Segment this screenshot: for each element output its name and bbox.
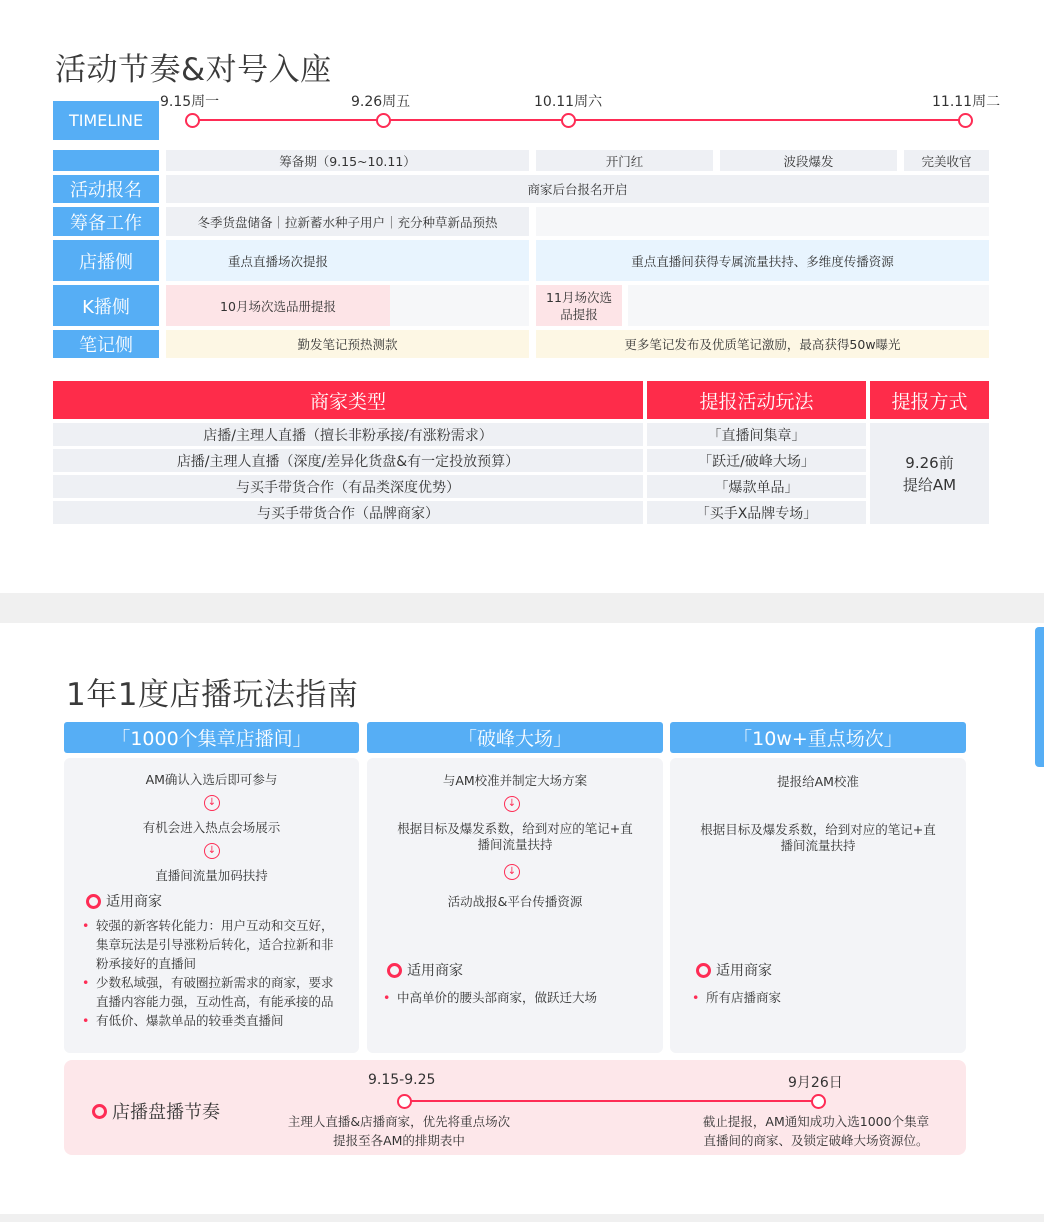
card1-step-1: AM确认入选后即可参与 [145,772,278,787]
card-header-key-sessions: 「10w+重点场次」 [670,722,966,753]
timeline-label: TIMELINE [53,101,159,140]
card1-suit-label: 适用商家 [106,894,162,910]
row-label-notes: 笔记侧 [53,330,159,358]
rhythm-title [92,1098,220,1124]
card3-step-2: 根据目标及爆发系数，给到对应的笔记+直播间流量扶持 [700,822,936,853]
row-label-prep: 筹备工作 [53,207,159,236]
card1-step-2: 有机会进入热点会场展示 [142,820,281,835]
card-header-stamp: 「1000个集章店播间」 [64,722,359,753]
row-k-live-cell2: 11月场次选品提报 [536,285,622,326]
section1-title: 活动节奏&对号入座 [55,52,332,88]
row-label-k-live: K播侧 [53,285,159,326]
timeline-date-2: 9.26周五 [351,94,411,110]
card2-bullets [381,988,649,1007]
phase-label-blank [53,150,159,171]
card3-bullets [690,988,952,1007]
card1-bullet-3: • 有低价、爆款单品的较垂类直播间 [80,1011,342,1030]
card1-step-3: 直播间流量加码扶持 [155,868,268,883]
timeline-date-3: 10.11周六 [534,94,603,110]
rhythm-right-text-2: 直播间的商家、及锁定破峰大场资源位。 [703,1133,929,1148]
card2-bullet-1: • 中高单价的腰头部商家，做跃迁大场 [381,988,649,1007]
card-peak [367,758,663,1053]
section-separator [0,593,1044,623]
ring-icon [696,963,711,978]
timeline-dot-2 [376,113,391,128]
rhythm-right-text [686,1112,946,1150]
row-notes-cell1: 勤发笔记预热测款 [166,330,529,358]
table-row-3-play: 「爆款单品」 [647,475,866,498]
table-header-merchant-type: 商家类型 [53,381,643,419]
card2-step-3: 活动战报&平台传播资源 [447,894,583,909]
ring-icon [92,1104,107,1119]
table-row-1-play: 「直播间集章」 [647,423,866,446]
phase-kickoff: 开门红 [536,150,713,171]
method-line-1: 9.26前 [905,453,954,472]
arrow-down-circle-icon: ↓ [504,864,520,880]
table-header-method: 提报方式 [870,381,989,419]
rhythm-panel [64,1060,966,1155]
card1-bullet-2: • 少数私域强，有破圈拉新需求的商家，要求直播内容能力强，互动性高，有能承接的品 [80,973,342,1011]
section2-title: 1年1度店播玩法指南 [66,677,359,713]
card-stamp [64,758,359,1053]
table-row-4-type: 与买手带货合作（品牌商家） [53,501,643,524]
rhythm-left-text-2: 提报至各AM的排期表中 [333,1133,465,1148]
table-row-3-type: 与买手带货合作（有品类深度优势） [53,475,643,498]
card-header-peak: 「破峰大场」 [367,722,663,753]
ring-icon [387,963,402,978]
timeline-dot-4 [958,113,973,128]
card3-bullet-1: • 所有店播商家 [690,988,952,1007]
card1-bullets [80,916,342,1030]
rhythm-left-text-1: 主理人直播&店播商家，优先将重点场次 [287,1114,511,1129]
table-header-play: 提报活动玩法 [647,381,866,419]
ring-icon [86,894,101,909]
table-row-2-play: 「跃迁/破峰大场」 [647,449,866,472]
timeline-date-4: 11.11周二 [932,94,1001,110]
row-prep-cell: 冬季货盘储备｜拉新蓄水种子用户｜充分种草新品预热 [166,207,529,236]
card2-suit-label: 适用商家 [407,963,463,979]
card2-step-1: 与AM校准并制定大场方案 [442,773,588,788]
timeline-line [192,119,966,121]
row-prep-empty [536,207,989,236]
phase-prep: 筹备期（9.15~10.11） [166,150,529,171]
method-line-2: 提给AM [902,475,957,494]
card-key-sessions [670,758,966,1053]
rhythm-label: 店播盘播节奏 [112,1102,220,1123]
scroll-handle[interactable] [1035,627,1044,767]
row-k-live-cell1: 10月场次选品册提报 [166,285,390,326]
card2-step-2: 根据目标及爆发系数，给到对应的笔记+直播间流量扶持 [397,821,633,852]
phase-finale: 完美收官 [904,150,989,171]
card1-suit [86,891,162,911]
timeline-dot-3 [561,113,576,128]
arrow-down-circle-icon: ↓ [504,796,520,812]
card3-suit-label: 适用商家 [716,963,772,979]
phase-burst: 波段爆发 [720,150,897,171]
arrow-down-circle-icon: ↓ [204,795,220,811]
table-row-1-type: 店播/主理人直播（擅长非粉承接/有涨粉需求） [53,423,643,446]
table-row-4-play: 「买手X品牌专场」 [647,501,866,524]
rhythm-right-date: 9月26日 [788,1075,843,1091]
rhythm-left-date: 9.15-9.25 [368,1072,436,1088]
row-signup-cell: 商家后台报名开启 [166,175,989,203]
rhythm-dot-right [811,1094,826,1109]
row-label-store-live: 店播侧 [53,240,159,281]
card1-bullet-1: • 较强的新客转化能力：用户互动和交互好，集章玩法是引导涨粉后转化，适合拉新和非粉承接好的直播间 [80,916,342,973]
card2-suit [387,960,463,980]
rhythm-left-text [274,1112,524,1150]
table-row-2-type: 店播/主理人直播（深度/差异化货盘&有一定投放预算） [53,449,643,472]
card3-step-1: 提报给AM校准 [777,774,859,789]
rhythm-dot-left [397,1094,412,1109]
row-label-signup: 活动报名 [53,175,159,203]
timeline-date-1: 9.15周一 [160,94,220,110]
row-notes-cell2: 更多笔记发布及优质笔记激励，最高获得50w曝光 [536,330,989,358]
row-store-live-cell1: 重点直播场次提报 [227,253,328,269]
row-k-live-empty2 [628,285,989,326]
card3-suit [696,960,772,980]
arrow-down-circle-icon: ↓ [204,843,220,859]
bottom-separator [0,1214,1044,1222]
table-method-cell [870,423,989,524]
row-k-live-empty1 [390,285,529,326]
rhythm-line [404,1100,818,1102]
timeline-dot-1 [185,113,200,128]
rhythm-right-text-1: 截止提报，AM通知成功入选1000个集章 [702,1114,930,1129]
row-store-live-cell2: 重点直播间获得专属流量扶持、多维度传播资源 [536,240,989,281]
